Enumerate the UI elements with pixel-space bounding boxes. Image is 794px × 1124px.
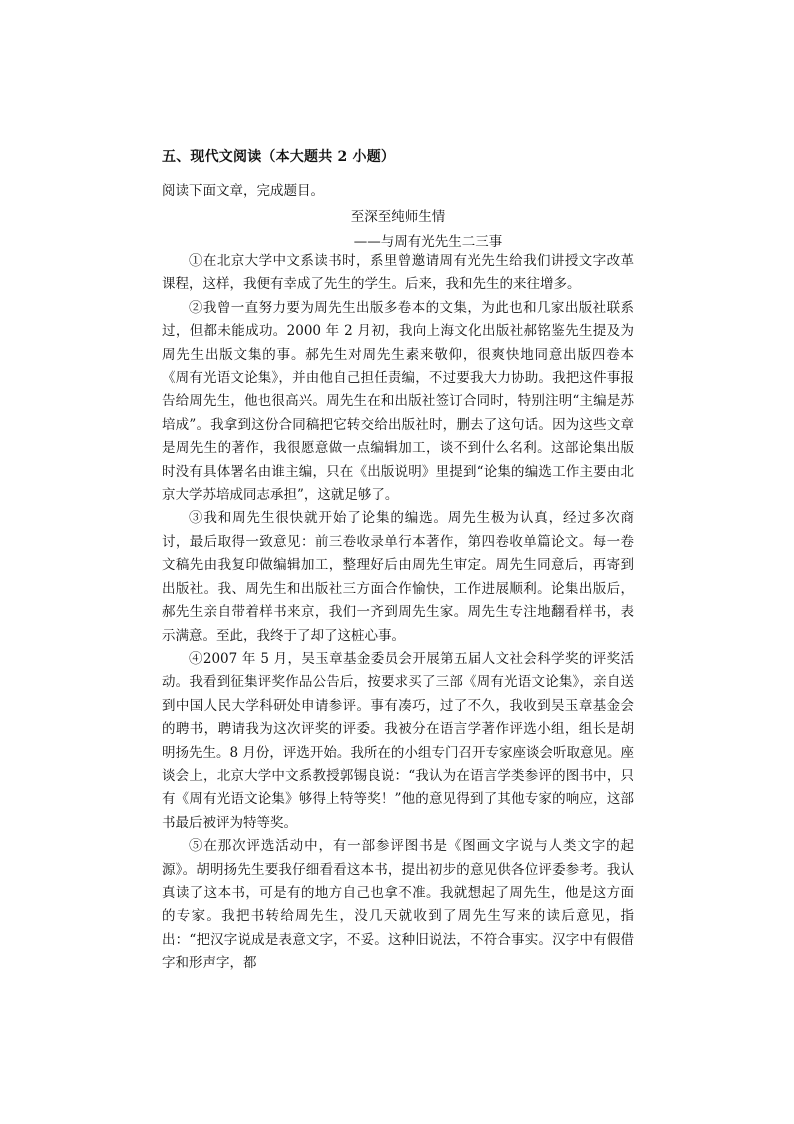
- paragraph-5: ⑤在那次评选活动中，有一部参评图书是《图画文字说与人类文字的起源》。胡明扬先生要我仔细看看这本书，提出初步的意见供各位评委参考。我认真读了这本书，可是有的地方自己也拿不准。我就想起了周先生，他是这方面的专家。我把书转给周先生，没几天就收到了周先生写来的读后意见，指出：“把汉字说成是表意文字，不妥。这种旧说法，不符合事实。汉字中有假借字和形声字，都: [162, 838, 634, 972]
- paragraph-3: ③我和周先生很快就开始了论集的编选。周先生极为认真，经过多次商讨，最后取得一致意见：前三卷收录单行本著作，第四卷收单篇论文。每一卷文稿先由我复印做编辑加工，整理好后由周先生审定。周先生同意后，再寄到出版社。我、周先生和出版社三方面合作愉快，工作进展顺利。论集出版后，郝先生亲自带着样书来京，我们一齐到周先生家。周先生专注地翻看样书，表示满意。至此，我终于了却了这桩心事。: [162, 510, 634, 644]
- article-title: 至深至纯师生情: [350, 209, 446, 225]
- article-body: [162, 250, 634, 976]
- section-title: 五、现代文阅读（本大题共 2 小题）: [162, 149, 396, 165]
- paragraph-2: ②我曾一直努力要为周先生出版多卷本的文集，为此也和几家出版社联系过，但都未能成功。2000 年 2 月初，我向上海文化出版社郝铭鉴先生提及为周先生出版文集的事。郝先生对周先生素来敬仰，很爽快地同意出版四卷本《周有光语文论集》，并由他自己担任责编，不过要我大力协助。我把这件事报告给周先生，他也很高兴。周先生在和出版社签订合同时，特别注明“主编是苏培成”。我拿到这份合同稿把它转交给出版社时，删去了这句话。因为这些文章是周先生的著作，我很愿意做一点编辑加工，谈不到什么名利。这部论集出版时没有具体署名由谁主编，只在《出版说明》里提到“论集的编选工作主要由北京大学苏培成同志承担”，这就足够了。: [162, 299, 634, 504]
- paragraph-1: ①在北京大学中文系读书时，系里曾邀请周有光先生给我们讲授文字改革课程，这样，我便有幸成了先生的学生。后来，我和先生的来往增多。: [162, 253, 634, 293]
- article-subtitle: ——与周有光先生二三事: [353, 234, 503, 250]
- paragraph-4: ④2007 年 5 月，吴玉章基金委员会开展第五届人文社会科学奖的评奖活动。我看到征集评奖作品公告后，按要求买了三部《周有光语文论集》，亲自送到中国人民大学科研处申请参评。事有凑巧，过了不久，我收到吴玉章基金会的聘书，聘请我为这次评奖的评委。我被分在语言学著作评选小组，组长是胡明扬先生。8 月份，评选开始。我所在的小组专门召开专家座谈会听取意见。座谈会上，北京大学中文系教授郭锡良说：“我认为在语言学类参评的图书中，只有《周有光语文论集》够得上特等奖！”他的意见得到了其他专家的响应，这部书最后被评为特等奖。: [162, 650, 634, 831]
- reading-instruction: 阅读下面文章，完成题目。: [162, 183, 324, 199]
